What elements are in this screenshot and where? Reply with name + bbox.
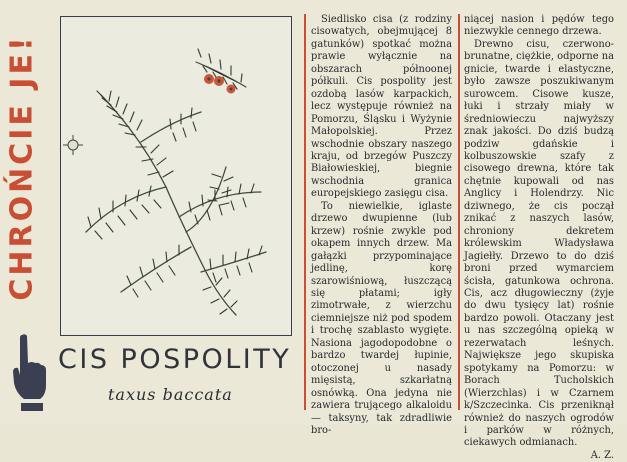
column-rule-2	[458, 14, 460, 410]
author-signature: A. Z.	[590, 449, 614, 461]
banner-text: CHROŃCIE JE!	[4, 33, 40, 301]
text-column-2	[464, 14, 614, 461]
paragraph-continuation: niącej nasion i pędów tego niezwykle cennego drzewa.	[464, 14, 614, 38]
latin-name: taxus baccata	[108, 385, 233, 404]
paragraph-range: Siedlisko cisa (z rodziny cisowatych, obejmującej 8 gatunków) spotkać można prawie wyłącznie na obszarach półnoonej półkuli. Cis pospolity jest ozdobą lasów karpackich, lecz występuje również na Pomorzu, Śląsku i Wyżynie Małopolskiej. Przez wschodnie obszary naszego kraju, od brzegów Puszczy Białowieskiej, biegnie wschodnia granica europejskiego zasięgu cisa.	[311, 14, 452, 200]
article-title: CIS POSPOLITY	[58, 344, 292, 375]
paragraph-wood: Drewno cisu, czerwono-brunatne, ciężkie, odporne na gnicie, twarde i elastyczne, było zawsze poszukiwanym surowcem. Cisowe kusze, łuki i strzały miały w średniowieczu najwyższy znak jakości. Do dziś budzą podziw gdańskie i kolbuszowskie szafy z cisowego drewna, które tak chętnie kupowali od nas Anglicy i Holendrzy. Nic dziwnego, że cis począł znikać z naszych lasów, chroniony dekretem królewskim Władysława Jagiełły. Drzewo to do dziś broni przed wymarciem ścisła, gatunkowa ochrona. Cis, acz długowieczny (żyje do dwu tysięcy lat) rośnie bardzo powoli. Otaczany jest u nas szczególną opieką w rezerwatach leśnych. Największe jego skupiska spotykamy na Pomorzu: w Borach Tucholskich (Wierzchlas) i w Czarnem k/Szczecinka. Cis przeniknął również do naszych ogrodów i parków w różnych, ciekawych odmianach.	[464, 38, 614, 449]
pointing-hand-icon	[10, 333, 48, 411]
text-column-1	[311, 14, 452, 436]
yew-branch-illustration	[60, 16, 292, 336]
paragraph-description: To niewielkie, iglaste drzewo dwupienne (lub krzew) rośnie zwykle pod okapem innych drzew. Ma gałązki przypominające jedlinę, korę szarowiśniową, łuszczącą się płatami; igły zimotrwałe, z wierzchu ciemniejsze niż pod spodem i trochę szablasto wygięte. Nasiona jagodopodobne o bardzo twardej łupinie, otoczonej u nasady mięsistą, szkarłatną osnówką. Ona jedyna nie zawiera trującego alkaloidu — taksyny, tak zdradliwie bro-	[311, 200, 452, 436]
vertical-banner	[6, 8, 38, 326]
column-rule-1	[304, 14, 306, 410]
